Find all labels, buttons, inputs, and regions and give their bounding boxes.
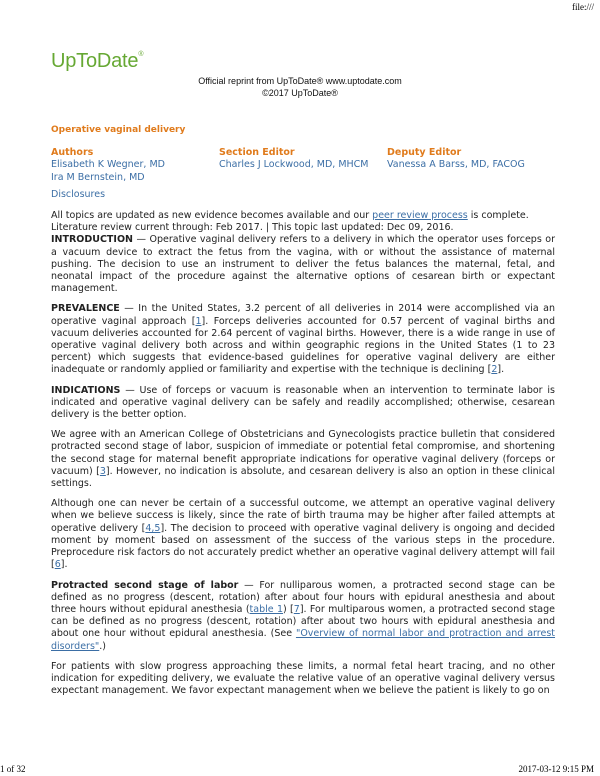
author-name[interactable]: Elisabeth K Wegner, MD (51, 159, 165, 171)
article (51, 124, 555, 705)
reference-link[interactable]: 6 (54, 559, 61, 571)
introduction-heading: INTRODUCTION (51, 234, 133, 246)
review-dates: Literature review current through: Feb 2017. | This topic last updated: Dec 09, 2016. (51, 222, 454, 234)
reference-link[interactable]: 2 (491, 364, 498, 376)
introduction-paragraph: INTRODUCTION — Operative vaginal delivery refers to a delivery in which the operator uses forceps or a vacuum device to extract the fetus from the vagina, with or without the assistance of maternal pushing. The decision to use an instrument to deliver the fetus balances the maternal, fetal, and neonatal impact of the procedure against the alternative options of cesarean birth or expectant management. (51, 234, 555, 295)
reference-link[interactable]: 4,5 (145, 522, 161, 534)
protracted-paragraph: Protracted second stage of labor — For nulliparous women, a protracted second stage can be defined as no progress (descent, rotation) after about four hours with epidural anesthesia and about three hours without epidural anesthesia (table 1) [7]. For multiparous women, a protracted second stage can be defined as no progress (descent, rotation) after about two hours with epidural anesthesia and about one hour without epidural anesthesia. (See "Overview of normal labor and protraction and arrest disorders".) (51, 579, 556, 652)
update-notice: All topics are updated as new evidence becomes available and our peer review process is complete. Literature review current through: Feb 2017. | This topic last updated: Dec 09, 2016. (51, 210, 555, 234)
reprint-notice (0, 75, 600, 99)
print-timestamp: 2017-03-12 9:15 PM (518, 764, 594, 774)
peer-review-link[interactable]: peer review process (372, 210, 468, 222)
copyright-line: ©2017 UpToDate® (262, 88, 338, 98)
success-paragraph: Although one can never be certain of a successful outcome, we attempt an operative vaginal delivery when we believe success is likely, since the rate of birth trauma may be higher after failed attempts at operative delivery [4,5]. The decision to proceed with operative vaginal delivery is ongoing and decided moment by moment based on assessment of the success of the various steps in the procedure. Preprocedure risk factors do not accurately predict whether an operative vaginal delivery attempt will fail [6]. (51, 498, 555, 571)
page-counter: 1 of 32 (0, 764, 26, 774)
indications-paragraph: INDICATIONS — Use of forceps or vacuum is reasonable when an intervention to terminate labor is indicated and operative vaginal delivery can be safely and readily accomplished; otherwise, cesarean delivery is the better option. (51, 384, 555, 421)
indications-heading: INDICATIONS (51, 384, 121, 396)
author-name[interactable]: Ira M Bernstein, MD (51, 171, 145, 183)
authors-column (51, 147, 219, 184)
deputy-editor-heading: Deputy Editor (387, 147, 462, 159)
editors-block (51, 147, 555, 184)
deputy-editor-name[interactable]: Vanessa A Barss, MD, FACOG (387, 159, 525, 171)
browser-url: file:/// (572, 2, 594, 12)
section-editor-column (219, 147, 387, 184)
reference-link[interactable]: 1 (195, 315, 202, 327)
topic-link[interactable]: "Overview of normal labor and protraction and arrest disorders" (51, 628, 556, 652)
reference-link[interactable]: 3 (99, 465, 106, 477)
reprint-line: Official reprint from UpToDate® www.uptodate.com (198, 76, 402, 86)
acog-paragraph: We agree with an American College of Obstetricians and Gynecologists practice bulletin that considered protracted second stage of labor, suspicion of immediate or potential fetal compromise, and shortening the second stage for maternal benefit appropriate indications for operative vaginal delivery (forceps or vacuum) [3]. However, no indication is absolute, and cesarean delivery is also an option in these clinical settings. (51, 429, 555, 490)
uptodate-logo: UpToDate® (51, 50, 144, 72)
prevalence-paragraph: PREVALENCE — In the United States, 3.2 percent of all deliveries in 2014 were accomplished via an operative vaginal approach [1]. Forceps deliveries accounted for 0.57 percent of vaginal births and vacuum deliveries accounted for 2.64 percent of vaginal births. However, there is a wide range in use of operative vaginal delivery both across and within geographic regions in the United States (1 to 23 percent) which suggests that evidence-based guidelines for operative vaginal delivery are either inadequate or randomly applied or familiarity and expertise with the technique is declining [2]. (51, 303, 555, 376)
reference-link[interactable]: 7 (293, 603, 300, 615)
section-editor-heading: Section Editor (219, 147, 295, 159)
expectant-management-paragraph: For patients with slow progress approaching these limits, a normal fetal heart tracing, and no other indication for expediting delivery, we evaluate the relative value of an operative vaginal delivery versus expectant management. We favor expectant management when we believe the patient is likely to go on (51, 660, 555, 697)
deputy-editor-column (387, 147, 555, 184)
disclosures-link[interactable]: Disclosures (51, 188, 106, 200)
topic-title: Operative vaginal delivery (51, 125, 186, 135)
table-link[interactable]: table 1 (249, 603, 283, 615)
authors-heading: Authors (51, 147, 94, 159)
protracted-heading: Protracted second stage of labor (51, 579, 239, 591)
section-editor-name[interactable]: Charles J Lockwood, MD, MHCM (219, 159, 369, 171)
prevalence-heading: PREVALENCE (51, 303, 120, 315)
